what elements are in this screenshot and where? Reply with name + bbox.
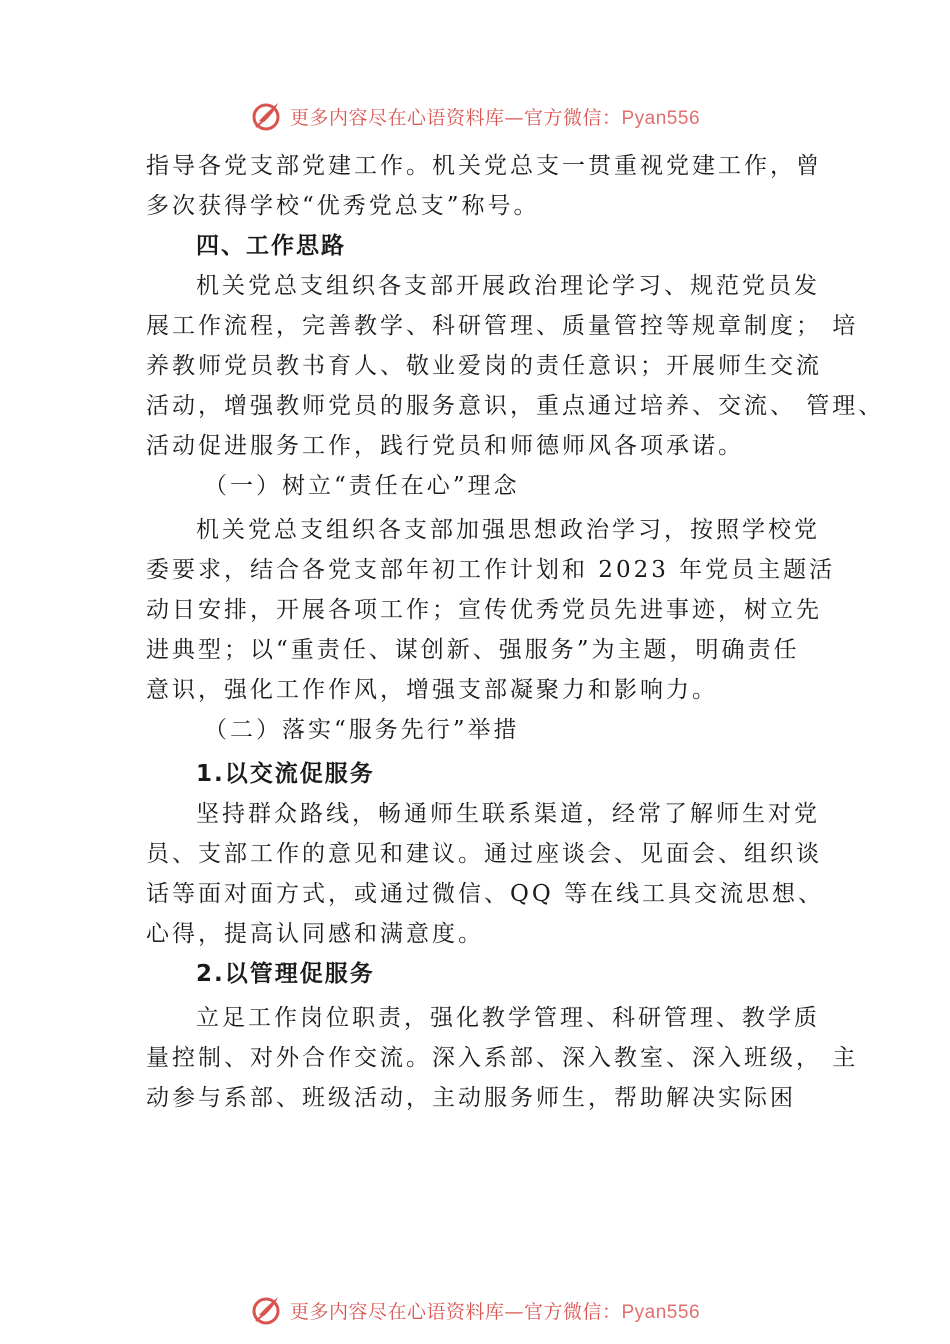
item1-line: 坚持群众路线，畅通师生联系渠道，经常了解师生对党 <box>196 801 820 827</box>
sub1-line: 动日安排，开展各项工作；宣传优秀党员先进事迹，树立先 <box>146 597 822 623</box>
footer-banner-label: 更多内容尽在心语资料库—官方微信： <box>289 1300 622 1323</box>
header-wechat-id: Pyan556 <box>621 107 701 129</box>
sub1-line: 进典型；以“重责任、谋创新、强服务”为主题，明确责任 <box>146 637 800 663</box>
header-banner-label: 更多内容尽在心语资料库—官方微信： <box>289 106 622 129</box>
section4-line: 活动促进服务工作，践行党员和师德师风各项承诺。 <box>146 433 744 459</box>
item-heading-1: 1.以交流促服务 <box>196 761 375 787</box>
item1-line: 心得，提高认同感和满意度。 <box>146 921 484 947</box>
section4-line: 活动，增强教师党员的服务意识，重点通过培养、交流、 管理、 <box>146 393 885 419</box>
item1-line: 员、支部工作的意见和建议。通过座谈会、见面会、组织谈 <box>146 841 822 867</box>
section4-line: 养教师党员教书育人、敬业爱岗的责任意识；开展师生交流 <box>146 353 822 379</box>
document-body <box>146 146 885 1118</box>
sub1-line: 意识，强化工作作风，增强支部凝聚力和影响力。 <box>146 677 718 703</box>
sub1-line: 委要求，结合各党支部年初工作计划和 2023 年党员主题活 <box>146 557 836 583</box>
section-heading-4: 四、工作思路 <box>196 233 346 259</box>
item2-line: 量控制、对外合作交流。深入系部、深入教室、深入班级， 主 <box>146 1045 859 1071</box>
body-line: 指导各党支部党建工作。机关党总支一贯重视党建工作，曾 <box>146 153 822 179</box>
section4-line: 展工作流程，完善教学、科研管理、质量管控等规章制度； 培 <box>146 313 859 339</box>
item-heading-2: 2.以管理促服务 <box>196 961 375 987</box>
quill-logo-icon <box>250 1293 284 1327</box>
quill-logo-icon <box>250 99 284 133</box>
page-footer-banner <box>0 1290 950 1330</box>
header-banner-text <box>290 103 700 130</box>
page-header-banner <box>0 96 950 136</box>
footer-banner-text <box>290 1297 700 1324</box>
section4-line: 机关党总支组织各支部开展政治理论学习、规范党员发 <box>196 273 820 299</box>
subsection-heading-2: （二）落实“服务先行”举措 <box>204 717 520 743</box>
subsection-heading-1: （一）树立“责任在心”理念 <box>204 473 520 499</box>
footer-wechat-id: Pyan556 <box>621 1301 701 1323</box>
item2-line: 动参与系部、班级活动，主动服务师生，帮助解决实际困 <box>146 1085 796 1111</box>
item2-line: 立足工作岗位职责，强化教学管理、科研管理、教学质 <box>196 1005 820 1031</box>
item1-line: 话等面对面方式，或通过微信、QQ 等在线工具交流思想、 <box>146 881 825 907</box>
sub1-line: 机关党总支组织各支部加强思想政治学习，按照学校党 <box>196 517 820 543</box>
body-line: 多次获得学校“优秀党总支”称号。 <box>146 193 540 219</box>
